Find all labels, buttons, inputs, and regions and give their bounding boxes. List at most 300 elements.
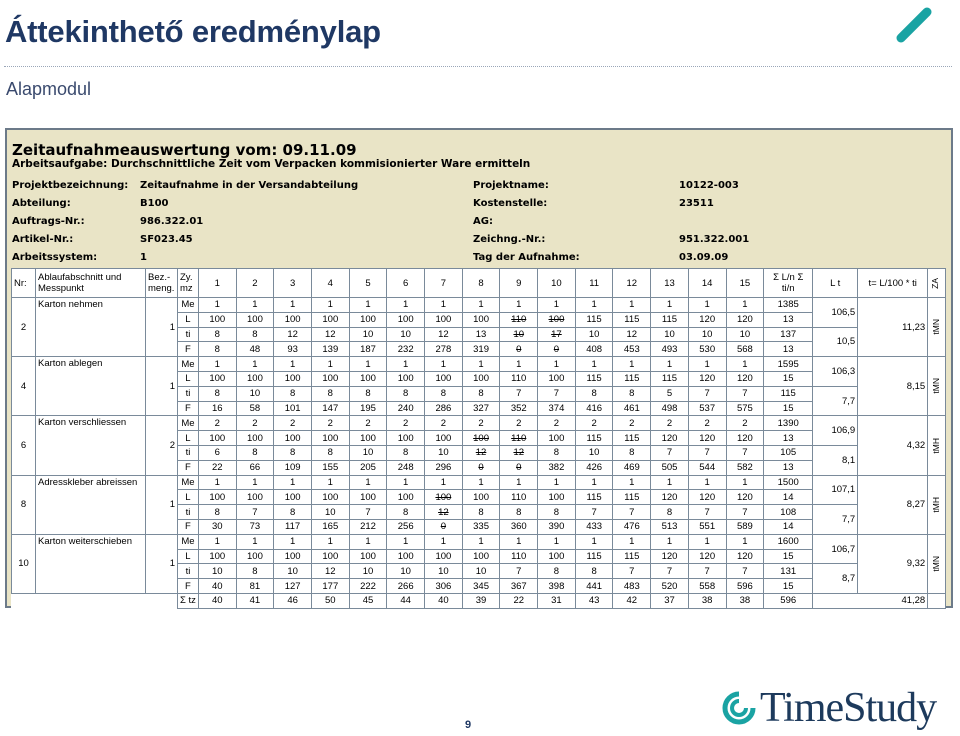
sum-value: 1600 (764, 534, 813, 549)
cycle-value: 120 (651, 490, 689, 505)
cycle-value: 7 (236, 505, 274, 520)
cycle-value: 127 (274, 579, 312, 594)
cycle-value: 8 (198, 505, 236, 520)
cycle-value: 1 (462, 475, 500, 490)
cycle-value: 117 (274, 519, 312, 534)
cycle-value: 8 (236, 564, 274, 579)
header-cycle: 5 (349, 269, 387, 298)
cycle-value: 115 (575, 431, 613, 446)
table-row (12, 298, 946, 313)
cycle-value: 520 (651, 579, 689, 594)
step-quantity: 1 (146, 475, 178, 534)
cycle-value: 100 (311, 312, 349, 327)
row-label: F (178, 342, 199, 357)
cycle-value: 1 (349, 534, 387, 549)
cycle-value: 8 (387, 386, 425, 401)
lt-value: 106,3 (813, 357, 858, 387)
cycle-value: 100 (387, 371, 425, 386)
sum-value: 137 (764, 327, 813, 342)
cycle-value: 120 (688, 431, 726, 446)
cycle-value: 505 (651, 460, 689, 475)
cycle-value: 12 (462, 445, 500, 460)
lt-value: 8,1 (813, 445, 858, 475)
total-value: 40 (425, 593, 463, 608)
field-value: SF023.45 (140, 234, 193, 245)
cycle-value: 12 (613, 327, 651, 342)
cycle-value: 1 (688, 298, 726, 313)
za-cell (928, 357, 946, 416)
step-quantity: 2 (146, 416, 178, 475)
lt-value: 8,7 (813, 564, 858, 594)
cycle-value: 8 (538, 445, 576, 460)
cycle-value: 1 (613, 534, 651, 549)
cycle-value: 416 (575, 401, 613, 416)
cycle-value: 2 (500, 416, 538, 431)
cycle-value: 360 (500, 519, 538, 534)
cycle-value: 1 (688, 475, 726, 490)
total-value: 38 (726, 593, 764, 608)
cycle-value: 483 (613, 579, 651, 594)
cycle-value: 120 (651, 431, 689, 446)
step-number: 8 (12, 475, 36, 534)
totals-row (12, 593, 946, 608)
row-label: F (178, 401, 199, 416)
cycle-value: 100 (274, 431, 312, 446)
cycle-value: 110 (500, 312, 538, 327)
header-za-label: ZA (930, 277, 941, 289)
cycle-value: 1 (613, 298, 651, 313)
lt-value: 7,7 (813, 386, 858, 416)
cycle-value: 2 (425, 416, 463, 431)
cycle-value: 100 (538, 490, 576, 505)
cycle-value: 426 (575, 460, 613, 475)
cycle-value: 139 (311, 342, 349, 357)
header-t: t= L/100 * ti (858, 269, 928, 298)
cycle-value: 1 (726, 475, 764, 490)
cycle-value: 441 (575, 579, 613, 594)
cycle-value: 100 (198, 312, 236, 327)
cycle-value: 1 (538, 298, 576, 313)
cycle-value: 10 (236, 386, 274, 401)
cycle-value: 7 (651, 445, 689, 460)
total-value: 45 (349, 593, 387, 608)
cycle-value: 8 (462, 386, 500, 401)
cycle-value: 1 (311, 534, 349, 549)
cycle-value: 100 (311, 549, 349, 564)
cycle-value: 100 (349, 312, 387, 327)
cycle-value: 100 (349, 371, 387, 386)
cycle-value: 16 (198, 401, 236, 416)
totals-t: 41,28 (813, 593, 928, 608)
sum-value: 105 (764, 445, 813, 460)
cycle-value: 100 (236, 312, 274, 327)
time-study-sheet (5, 128, 953, 608)
header-cycle: 8 (462, 269, 500, 298)
header-cycle: 7 (425, 269, 463, 298)
cycle-value: 2 (726, 416, 764, 431)
cycle-value: 7 (349, 505, 387, 520)
lt-value: 7,7 (813, 505, 858, 535)
cycle-value: 1 (575, 357, 613, 372)
cycle-value: 8 (613, 386, 651, 401)
cycle-value: 10 (726, 327, 764, 342)
header-cycle: 2 (236, 269, 274, 298)
cycle-value: 100 (349, 431, 387, 446)
cycle-value: 8 (198, 342, 236, 357)
za-cell (928, 534, 946, 593)
header-cycle: 6 (387, 269, 425, 298)
step-name: Karton nehmen (36, 298, 146, 357)
cycle-value: 93 (274, 342, 312, 357)
cycle-value: 240 (387, 401, 425, 416)
row-label: Me (178, 475, 199, 490)
field-label: Tag der Aufnahme: (473, 252, 580, 263)
cycle-value: 100 (236, 431, 274, 446)
cycle-value: 390 (538, 519, 576, 534)
row-label: Me (178, 298, 199, 313)
row-label: ti (178, 564, 199, 579)
sum-value: 115 (764, 386, 813, 401)
za-cell (928, 298, 946, 357)
cycle-value: 1 (613, 475, 651, 490)
step-quantity: 1 (146, 357, 178, 416)
cycle-value: 100 (198, 371, 236, 386)
cycle-value: 575 (726, 401, 764, 416)
cycle-value: 7 (575, 505, 613, 520)
cycle-value: 6 (198, 445, 236, 460)
cycle-value: 8 (651, 505, 689, 520)
cycle-value: 7 (538, 386, 576, 401)
cycle-value: 1 (198, 534, 236, 549)
cycle-value: 1 (274, 298, 312, 313)
header-lt: L t (813, 269, 858, 298)
cycle-value: 352 (500, 401, 538, 416)
cycle-value: 8 (387, 505, 425, 520)
field-value: 1 (140, 252, 147, 263)
cycle-value: 2 (236, 416, 274, 431)
cycle-value: 1 (500, 534, 538, 549)
cycle-value: 0 (500, 460, 538, 475)
cycle-value: 582 (726, 460, 764, 475)
field-value: 986.322.01 (140, 216, 204, 227)
header-step: Ablaufabschnitt und Messpunkt (36, 269, 146, 298)
cycle-value: 115 (613, 490, 651, 505)
cycle-value: 513 (651, 519, 689, 534)
step-name: Karton ablegen (36, 357, 146, 416)
total-value: 44 (387, 593, 425, 608)
cycle-value: 232 (387, 342, 425, 357)
cycle-value: 296 (425, 460, 463, 475)
t-value: 8,15 (858, 357, 928, 416)
cycle-value: 8 (500, 505, 538, 520)
header-cycle: 11 (575, 269, 613, 298)
cycle-value: 558 (688, 579, 726, 594)
cycle-value: 493 (651, 342, 689, 357)
cycle-value: 7 (726, 505, 764, 520)
total-value: 40 (198, 593, 236, 608)
cycle-value: 8 (387, 445, 425, 460)
step-number: 4 (12, 357, 36, 416)
za-value: tMN (931, 556, 942, 572)
cycle-value: 12 (311, 564, 349, 579)
cycle-value: 10 (425, 564, 463, 579)
cycle-value: 374 (538, 401, 576, 416)
row-label: ti (178, 327, 199, 342)
cycle-value: 0 (538, 342, 576, 357)
cycle-value: 110 (500, 431, 538, 446)
cycle-value: 115 (575, 490, 613, 505)
sum-value: 1390 (764, 416, 813, 431)
cycle-value: 8 (613, 445, 651, 460)
cycle-value: 10 (387, 564, 425, 579)
cycle-value: 100 (425, 312, 463, 327)
cycle-value: 100 (425, 490, 463, 505)
cycle-value: 100 (387, 431, 425, 446)
cycle-value: 7 (500, 564, 538, 579)
lt-value: 106,5 (813, 298, 858, 328)
cycle-value: 1 (500, 298, 538, 313)
total-value: 22 (500, 593, 538, 608)
cycle-value: 5 (651, 386, 689, 401)
cycle-value: 1 (651, 357, 689, 372)
cycle-value: 30 (198, 519, 236, 534)
cycle-value: 1 (236, 357, 274, 372)
cycle-value: 8 (538, 564, 576, 579)
slide-subtitle: Alapmodul (6, 79, 92, 99)
cycle-value: 1 (425, 298, 463, 313)
field-value: 10122-003 (679, 180, 739, 191)
cycle-value: 530 (688, 342, 726, 357)
step-number: 2 (12, 298, 36, 357)
cycle-value: 589 (726, 519, 764, 534)
cycle-value: 306 (425, 579, 463, 594)
cycle-value: 100 (274, 490, 312, 505)
cycle-value: 10 (425, 445, 463, 460)
cycle-value: 40 (198, 579, 236, 594)
cycle-value: 100 (198, 490, 236, 505)
step-number: 6 (12, 416, 36, 475)
totals-spacer (12, 593, 178, 608)
row-label: L (178, 312, 199, 327)
cycle-value: 115 (651, 312, 689, 327)
cycle-value: 1 (726, 357, 764, 372)
step-number: 10 (12, 534, 36, 593)
cycle-value: 100 (274, 549, 312, 564)
cycle-value: 8 (575, 386, 613, 401)
cycle-value: 1 (651, 534, 689, 549)
sum-value: 14 (764, 490, 813, 505)
logo-mark-icon (722, 691, 756, 725)
cycle-value: 8 (575, 564, 613, 579)
cycle-value: 100 (462, 490, 500, 505)
cycle-value: 8 (198, 327, 236, 342)
cycle-value: 7 (613, 564, 651, 579)
table-row (12, 416, 946, 431)
cycle-value: 1 (236, 298, 274, 313)
cycle-value: 1 (651, 298, 689, 313)
header-cycle: 15 (726, 269, 764, 298)
row-label: ti (178, 386, 199, 401)
pen-icon (893, 4, 933, 44)
cycle-value: 100 (425, 431, 463, 446)
row-label: F (178, 519, 199, 534)
cycle-value: 453 (613, 342, 651, 357)
cycle-value: 22 (198, 460, 236, 475)
total-value: 31 (538, 593, 576, 608)
cycle-value: 1 (311, 357, 349, 372)
totals-label: Σ tz (178, 593, 199, 608)
totals-za (928, 593, 946, 608)
cycle-value: 120 (651, 549, 689, 564)
cycle-value: 120 (726, 490, 764, 505)
cycle-value: 1 (726, 534, 764, 549)
cycle-value: 2 (688, 416, 726, 431)
cycle-value: 1 (387, 534, 425, 549)
cycle-value: 1 (575, 298, 613, 313)
cycle-value: 177 (311, 579, 349, 594)
cycle-value: 256 (387, 519, 425, 534)
sum-value: 108 (764, 505, 813, 520)
cycle-value: 115 (575, 312, 613, 327)
cycle-value: 2 (651, 416, 689, 431)
cycle-value: 2 (274, 416, 312, 431)
cycle-value: 2 (198, 416, 236, 431)
table-row (12, 357, 946, 372)
sum-value: 14 (764, 519, 813, 534)
cycle-value: 1 (274, 357, 312, 372)
cycle-value: 498 (651, 401, 689, 416)
total-value: 46 (274, 593, 312, 608)
total-value: 43 (575, 593, 613, 608)
cycle-value: 327 (462, 401, 500, 416)
sum-value: 15 (764, 371, 813, 386)
cycle-value: 319 (462, 342, 500, 357)
cycle-value: 8 (236, 445, 274, 460)
field-label: Zeichng.-Nr.: (473, 234, 546, 245)
cycle-value: 266 (387, 579, 425, 594)
cycle-value: 100 (349, 549, 387, 564)
cycle-value: 100 (311, 371, 349, 386)
step-name: Adresskleber abreissen (36, 475, 146, 534)
header-cycle: 10 (538, 269, 576, 298)
cycle-value: 367 (500, 579, 538, 594)
cycle-value: 222 (349, 579, 387, 594)
header-cycle: 4 (311, 269, 349, 298)
cycle-value: 1 (500, 475, 538, 490)
cycle-value: 1 (538, 357, 576, 372)
cycle-value: 335 (462, 519, 500, 534)
sum-value: 1385 (764, 298, 813, 313)
cycle-value: 100 (387, 490, 425, 505)
sum-value: 15 (764, 401, 813, 416)
row-label: F (178, 579, 199, 594)
sum-value: 13 (764, 312, 813, 327)
header-nr: Nr: (12, 269, 36, 298)
cycle-value: 100 (274, 312, 312, 327)
total-value: 38 (688, 593, 726, 608)
cycle-value: 13 (462, 327, 500, 342)
cycle-value: 10 (349, 327, 387, 342)
cycle-value: 2 (349, 416, 387, 431)
cycle-value: 10 (311, 505, 349, 520)
cycle-value: 398 (538, 579, 576, 594)
cycle-value: 10 (462, 564, 500, 579)
cycle-value: 2 (387, 416, 425, 431)
cycle-value: 110 (500, 490, 538, 505)
cycle-value: 1 (538, 534, 576, 549)
cycle-value: 115 (613, 431, 651, 446)
cycle-value: 120 (726, 549, 764, 564)
cycle-value: 544 (688, 460, 726, 475)
header-sum: Σ L/n Σ ti/n (764, 269, 813, 298)
t-value: 4,32 (858, 416, 928, 475)
row-label: ti (178, 445, 199, 460)
cycle-value: 1 (425, 534, 463, 549)
cycle-value: 568 (726, 342, 764, 357)
t-value: 8,27 (858, 475, 928, 534)
cycle-value: 1 (538, 475, 576, 490)
cycle-value: 1 (462, 534, 500, 549)
cycle-value: 248 (387, 460, 425, 475)
table-header-row (12, 269, 946, 298)
cycle-value: 1 (311, 298, 349, 313)
cycle-value: 100 (387, 549, 425, 564)
field-value: Zeitaufnahme in der Versandabteilung (140, 180, 359, 191)
cycle-value: 110 (500, 371, 538, 386)
cycle-value: 1 (462, 298, 500, 313)
cycle-value: 8 (198, 386, 236, 401)
cycle-value: 110 (500, 549, 538, 564)
cycle-value: 0 (462, 460, 500, 475)
sum-value: 15 (764, 579, 813, 594)
t-value: 9,32 (858, 534, 928, 593)
cycle-value: 1 (274, 534, 312, 549)
cycle-value: 12 (274, 327, 312, 342)
sheet-task: Arbeitsaufgabe: Durchschnittliche Zeit vom Verpacken kommisionierter Ware ermitteln (12, 158, 531, 170)
cycle-value: 195 (349, 401, 387, 416)
cycle-value: 120 (688, 371, 726, 386)
cycle-value: 120 (726, 312, 764, 327)
cycle-value: 382 (538, 460, 576, 475)
cycle-value: 100 (274, 371, 312, 386)
za-value: tMN (931, 378, 942, 395)
cycle-value: 7 (726, 445, 764, 460)
field-label: Projektname: (473, 180, 549, 191)
cycle-value: 120 (688, 549, 726, 564)
total-value: 39 (462, 593, 500, 608)
cycle-value: 100 (462, 431, 500, 446)
sum-value: 131 (764, 564, 813, 579)
step-quantity: 1 (146, 534, 178, 593)
cycle-value: 1 (688, 357, 726, 372)
cycle-value: 10 (349, 445, 387, 460)
cycle-value: 100 (311, 431, 349, 446)
cycle-value: 12 (311, 327, 349, 342)
row-label: L (178, 490, 199, 505)
header-cycle: 9 (500, 269, 538, 298)
row-label: Me (178, 416, 199, 431)
cycle-value: 469 (613, 460, 651, 475)
step-quantity: 1 (146, 298, 178, 357)
cycle-value: 8 (538, 505, 576, 520)
cycle-value: 1 (688, 534, 726, 549)
header-cycle: 3 (274, 269, 312, 298)
total-value: 37 (651, 593, 689, 608)
cycle-value: 115 (575, 549, 613, 564)
cycle-value: 101 (274, 401, 312, 416)
cycle-value: 1 (651, 475, 689, 490)
total-value: 42 (613, 593, 651, 608)
